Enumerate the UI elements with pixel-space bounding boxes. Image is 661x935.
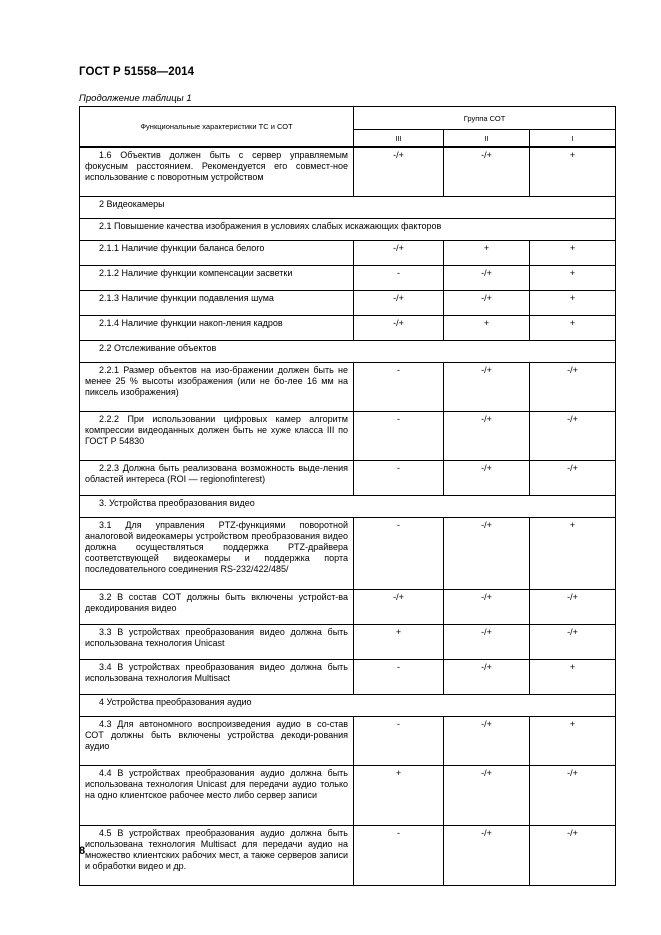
group-ii-value: -/+ xyxy=(444,518,530,590)
group-i-value: + xyxy=(530,266,616,291)
group-iii-header: III xyxy=(354,130,444,148)
group-i-value: -/+ xyxy=(530,826,616,886)
group-iii-value: -/+ xyxy=(354,241,444,266)
table-row xyxy=(80,291,616,316)
group-i-value: + xyxy=(530,241,616,266)
table-row xyxy=(80,266,616,291)
section-row xyxy=(80,341,616,363)
section-row xyxy=(80,197,616,219)
group-ii-value: -/+ xyxy=(444,766,530,826)
group-i-value: + xyxy=(530,717,616,766)
table-body xyxy=(80,107,616,886)
section-title: 3. Устройства преобразования видео xyxy=(80,496,616,518)
group-ii-value: -/+ xyxy=(444,660,530,695)
table-header-row xyxy=(80,107,616,130)
group-i-header: I xyxy=(530,130,616,148)
group-i-value: + xyxy=(530,660,616,695)
group-i-value: -/+ xyxy=(530,412,616,461)
group-ii-value: -/+ xyxy=(444,717,530,766)
requirement-text: 2.1.4 Наличие функции накоп-ления кадров xyxy=(80,316,354,341)
group-iii-value: - xyxy=(354,660,444,695)
requirement-text: 2.1.2 Наличие функции компенсации засветки xyxy=(80,266,354,291)
requirement-text: 4.4 В устройствах преобразования аудио должна быть использована технология Unicast для передачи аудио только на одно клиентское рабочее место либо сервер записи xyxy=(80,766,354,826)
table-row xyxy=(80,826,616,886)
group-iii-value: -/+ xyxy=(354,590,444,625)
characteristics-column-header: Функциональные характеристики ТС и СОТ xyxy=(80,107,354,148)
table-row xyxy=(80,316,616,341)
group-i-value: + xyxy=(530,147,616,197)
requirement-text: 2.2.1 Размер объектов на изо-бражении должен быть не менее 25 % высоты изображения (или не бо-лее 16 мм на пиксель изображения) xyxy=(80,363,354,412)
requirement-text: 3.2 В состав СОТ должны быть включены устройст-ва декодирования видео xyxy=(80,590,354,625)
group-iii-value: -/+ xyxy=(354,147,444,197)
requirement-text: 2.1.3 Наличие функции подавления шума xyxy=(80,291,354,316)
group-iii-value: - xyxy=(354,363,444,412)
requirements-table xyxy=(79,106,616,886)
requirement-text: 1.6 Объектив должен быть с сервер управляемым фокусным расстоянием. Рекомендуется его совмест-ное использование с поворотным устройством xyxy=(80,147,354,197)
group-ii-value: -/+ xyxy=(444,266,530,291)
group-ii-value: -/+ xyxy=(444,291,530,316)
table-row xyxy=(80,518,616,590)
section-title: 2.1 Повышение качества изображения в условиях слабых искажающих факторов xyxy=(80,219,616,241)
section-row xyxy=(80,219,616,241)
group-ii-value: + xyxy=(444,316,530,341)
group-i-value: + xyxy=(530,316,616,341)
group-i-value: -/+ xyxy=(530,461,616,496)
page-number: 8 xyxy=(79,845,86,857)
section-row xyxy=(80,695,616,717)
group-ii-value: -/+ xyxy=(444,826,530,886)
group-ii-value: -/+ xyxy=(444,363,530,412)
requirement-text: 3.1 Для управления PTZ-функциями поворотной аналоговой видеокамеры устройством преобразования видео должна осуществляться поддержка PTZ-драйвера соответствующей видеокамеры и поддержка порта последовательного соединения RS-232/422/485/ xyxy=(80,518,354,590)
section-row xyxy=(80,496,616,518)
requirement-text: 4.5 В устройствах преобразования аудио должна быть использована технология Multisact для передачи аудио на множество клиентских рабочих мест, а также серверов записи и обработки видео и др. xyxy=(80,826,354,886)
group-i-value: -/+ xyxy=(530,363,616,412)
group-iii-value: + xyxy=(354,766,444,826)
group-i-value: + xyxy=(530,518,616,590)
group-ii-value: -/+ xyxy=(444,461,530,496)
group-ii-value: -/+ xyxy=(444,625,530,660)
group-iii-value: -/+ xyxy=(354,316,444,341)
group-iii-value: -/+ xyxy=(354,291,444,316)
requirement-text: 3.4 В устройствах преобразования видео должна быть использована технология Multisact xyxy=(80,660,354,695)
group-iii-value: + xyxy=(354,625,444,660)
requirement-text: 2.1.1 Наличие функции баланса белого xyxy=(80,241,354,266)
table-row xyxy=(80,766,616,826)
document-header: ГОСТ Р 51558—2014 xyxy=(79,66,195,78)
requirement-text: 3.3 В устройствах преобразования видео должна быть использована технология Unicast xyxy=(80,625,354,660)
table-row xyxy=(80,717,616,766)
requirement-text: 2.2.3 Должна быть реализована возможность выде-ления областей интереса (ROI — regionofinterest) xyxy=(80,461,354,496)
table-row xyxy=(80,625,616,660)
group-i-value: -/+ xyxy=(530,625,616,660)
group-iii-value: - xyxy=(354,461,444,496)
group-iii-value: - xyxy=(354,412,444,461)
table-row xyxy=(80,241,616,266)
table-row xyxy=(80,590,616,625)
table-row xyxy=(80,461,616,496)
group-i-value: -/+ xyxy=(530,590,616,625)
group-ii-value: -/+ xyxy=(444,412,530,461)
group-ii-value: + xyxy=(444,241,530,266)
table-row xyxy=(80,363,616,412)
group-i-value: + xyxy=(530,291,616,316)
group-ii-value: -/+ xyxy=(444,147,530,197)
group-iii-value: - xyxy=(354,717,444,766)
group-i-value: -/+ xyxy=(530,766,616,826)
table-row xyxy=(80,412,616,461)
group-ii-header: II xyxy=(444,130,530,148)
requirement-text: 2.2.2 При использовании цифровых камер алгоритм компрессии видеоданных должен быть не хуже класса III по ГОСТ Р 54830 xyxy=(80,412,354,461)
section-title: 2.2 Отслеживание объектов xyxy=(80,341,616,363)
group-ii-value: -/+ xyxy=(444,590,530,625)
group-column-header: Группа СОТ xyxy=(354,107,616,130)
requirement-text: 4.3 Для автономного воспроизведения аудио в со-став СОТ должны быть включены устройства декоди-рования аудио xyxy=(80,717,354,766)
section-title: 2 Видеокамеры xyxy=(80,197,616,219)
table-row xyxy=(80,147,616,197)
section-title: 4 Устройства преобразования аудио xyxy=(80,695,616,717)
group-iii-value: - xyxy=(354,826,444,886)
table-row xyxy=(80,660,616,695)
group-iii-value: - xyxy=(354,266,444,291)
table-continuation-label: Продолжение таблицы 1 xyxy=(79,93,192,104)
group-iii-value: - xyxy=(354,518,444,590)
